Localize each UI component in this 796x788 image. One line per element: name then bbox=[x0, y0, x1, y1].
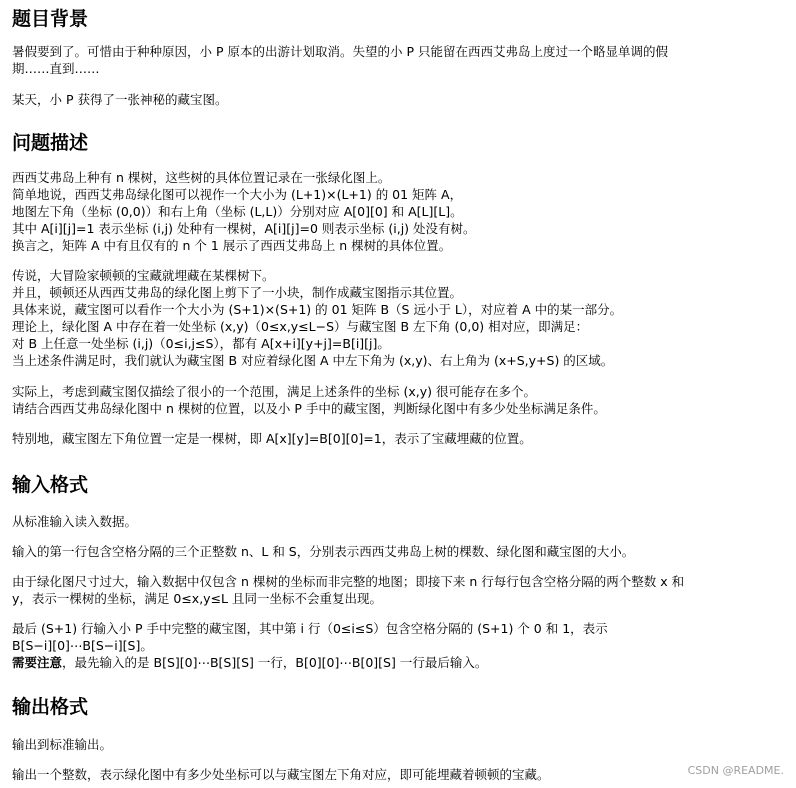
input-note-label: 需要注意 bbox=[12, 655, 63, 670]
input-line-3: 由于绿化图尺寸过大，输入数据中仅包含 n 棵树的坐标而非完整的地图；即接下来 n 行每行包含空格分隔的两个整数 x 和 bbox=[12, 574, 685, 589]
description-line-3: 地图左下角（坐标 (0,0)）和右上角（坐标 (L,L)）分别对应 A[0][0] 和 A[L][L]。 bbox=[12, 204, 463, 219]
background-line-2: 期……直到…… bbox=[12, 61, 100, 76]
description-line-2: 简单地说，西西艾弗岛绿化图可以视作一个大小为 (L+1)×(L+1) 的 01 矩阵 A， bbox=[12, 187, 463, 202]
input-line-7 bbox=[12, 655, 487, 671]
input-line-2: 输入的第一行包含空格分隔的三个正整数 n、L 和 S，分别表示西西艾弗岛上树的棵数、绿化图和藏宝图的大小。 bbox=[12, 544, 635, 559]
description-line-9: 理论上，绿化图 A 中存在着一处坐标 (x,y)（0≤x,y≤L−S）与藏宝图 B 左下角 (0,0) 相对应，即满足： bbox=[12, 319, 589, 334]
description-line-6: 传说，大冒险家顿顿的宝藏就埋藏在某棵树下。 bbox=[12, 268, 275, 283]
csdn-watermark: CSDN @README. bbox=[687, 764, 784, 777]
background-line-3: 某天，小 P 获得了一张神秘的藏宝图。 bbox=[12, 92, 228, 107]
section-title-description: 问题描述 bbox=[12, 132, 89, 154]
section-title-input: 输入格式 bbox=[12, 474, 89, 496]
description-line-11: 当上述条件满足时，我们就认为藏宝图 B 对应着绿化图 A 中左下角为 (x,y)、右上角为 (x+S,y+S) 的区域。 bbox=[12, 353, 614, 368]
description-line-10: 对 B 上任意一处坐标 (i,j)（0≤i,j≤S），都有 A[x+i][y+j]=B[i][j]。 bbox=[12, 336, 390, 351]
input-line-6: B[S−i][0]⋯B[S−i][S]。 bbox=[12, 638, 153, 653]
description-line-13: 请结合西西艾弗岛绿化图中 n 棵树的位置，以及小 P 手中的藏宝图，判断绿化图中有多少处坐标满足条件。 bbox=[12, 401, 606, 416]
output-line-2: 输出一个整数，表示绿化图中有多少处坐标可以与藏宝图左下角对应，即可能埋藏着顿顿的宝藏。 bbox=[12, 767, 550, 782]
description-line-12: 实际上，考虑到藏宝图仅描绘了很小的一个范围，满足上述条件的坐标 (x,y) 很可能存在多个。 bbox=[12, 384, 536, 399]
description-line-14: 特别地，藏宝图左下角位置一定是一棵树，即 A[x][y]=B[0][0]=1，表示了宝藏埋藏的位置。 bbox=[12, 431, 532, 446]
section-title-background: 题目背景 bbox=[12, 8, 89, 30]
section-title-output: 输出格式 bbox=[12, 696, 89, 718]
input-note-separator: ， bbox=[62, 655, 75, 670]
background-line-1: 暑假要到了。可惜由于种种原因，小 P 原本的出游计划取消。失望的小 P 只能留在西西艾弗岛上度过一个略显单调的假 bbox=[12, 44, 668, 59]
input-line-5: 最后 (S+1) 行输入小 P 手中完整的藏宝图，其中第 i 行（0≤i≤S）包含空格分隔的 (S+1) 个 0 和 1，表示 bbox=[12, 621, 608, 636]
input-line-1: 从标准输入读入数据。 bbox=[12, 514, 138, 529]
description-line-7: 并且，顿顿还从西西艾弗岛的绿化图上剪下了一小块，制作成藏宝图指示其位置。 bbox=[12, 285, 463, 300]
description-line-5: 换言之，矩阵 A 中有且仅有的 n 个 1 展示了西西艾弗岛上 n 棵树的具体位置。 bbox=[12, 238, 452, 253]
output-line-1: 输出到标准输出。 bbox=[12, 737, 113, 752]
description-line-8: 具体来说，藏宝图可以看作一个大小为 (S+1)×(S+1) 的 01 矩阵 B（S 远小于 L），对应着 A 中的某一部分。 bbox=[12, 302, 623, 317]
input-line-4: y，表示一棵树的坐标，满足 0≤x,y≤L 且同一坐标不会重复出现。 bbox=[12, 591, 382, 606]
description-line-1: 西西艾弗岛上种有 n 棵树，这些树的具体位置记录在一张绿化图上。 bbox=[12, 170, 391, 185]
input-note-text: 最先输入的是 B[S][0]⋯B[S][S] 一行，B[0][0]⋯B[0][S] 一行最后输入。 bbox=[74, 655, 488, 670]
description-line-4: 其中 A[i][j]=1 表示坐标 (i,j) 处种有一棵树，A[i][j]=0 则表示坐标 (i,j) 处没有树。 bbox=[12, 221, 476, 236]
